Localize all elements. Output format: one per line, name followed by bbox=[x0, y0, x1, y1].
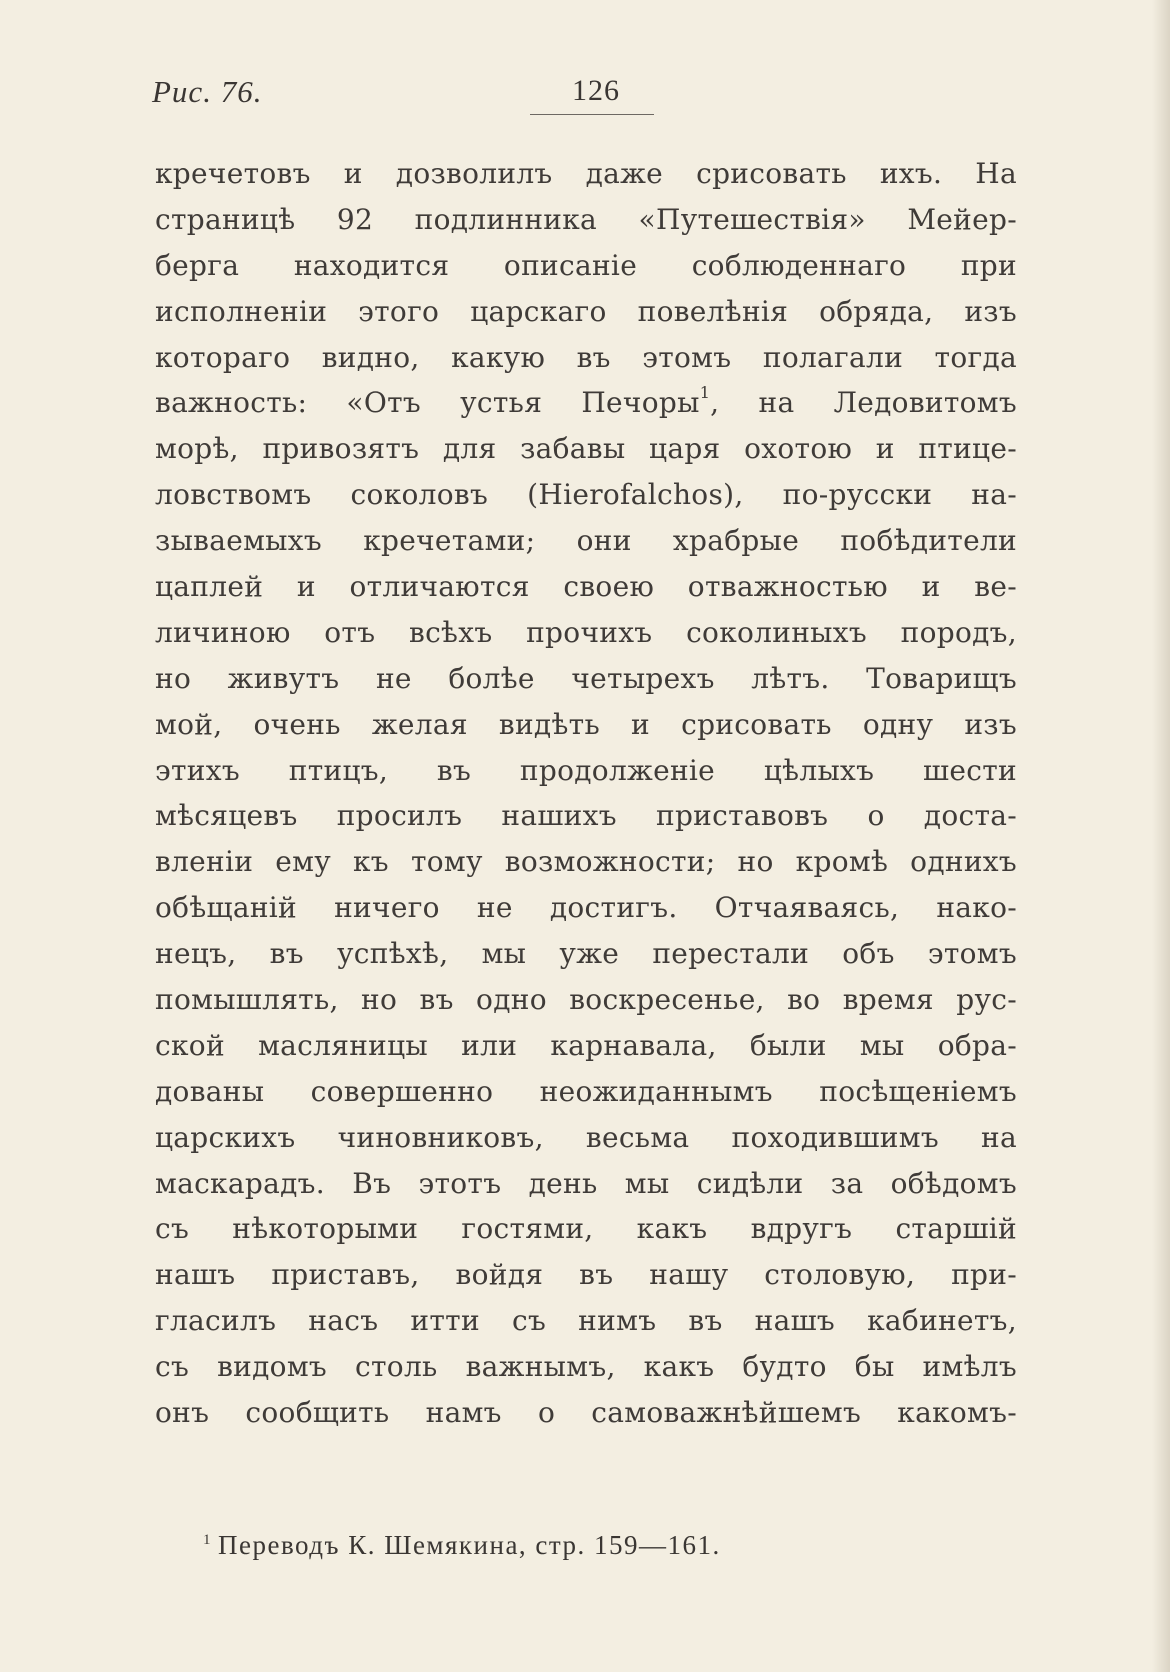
text-line: этихъ птицъ, въ продолженіе цѣлыхъ шести bbox=[155, 753, 1017, 787]
text-line: нецъ, въ успѣхѣ, мы уже перестали объ этомъ bbox=[155, 937, 1017, 971]
figure-label: Рис. 76. bbox=[152, 74, 263, 109]
text-line: мѣсяцевъ просилъ нашихъ приставовъ о доста- bbox=[155, 799, 1017, 833]
text-line: зываемыхъ кречетами; они храбрые побѣдители bbox=[155, 524, 1017, 558]
text-line: обѣщаній ничего не достигъ. Отчаяваясь, нако- bbox=[155, 891, 1017, 925]
text-line: съ видомъ столь важнымъ, какъ будто бы имѣлъ bbox=[155, 1350, 1017, 1384]
text-line: дованы совершенно неожиданнымъ посѣщеніемъ bbox=[155, 1074, 1017, 1108]
text-line: берга находится описаніе соблюденнаго при bbox=[155, 248, 1017, 282]
footnote bbox=[203, 1530, 721, 1561]
text-line: котораго видно, какую въ этомъ полагали тогда bbox=[155, 340, 1017, 374]
body-text bbox=[155, 151, 1017, 1436]
text-line: мой, очень желая видѣть и срисовать одну изъ bbox=[155, 707, 1017, 741]
text-line: царскихъ чиновниковъ, весьма походившимъ на bbox=[155, 1120, 1017, 1154]
text-line: кречетовъ и дозволилъ даже срисовать ихъ. На bbox=[155, 157, 1017, 190]
text-line: цаплей и отличаются своею отважностью и ве- bbox=[155, 570, 1017, 604]
text-line: личиною отъ всѣхъ прочихъ соколиныхъ породъ, bbox=[155, 615, 1017, 649]
footnote-text: Переводъ К. Шемякина, стр. 159—161. bbox=[218, 1530, 721, 1560]
page-edge-shadow bbox=[1152, 0, 1170, 1672]
text-line: нашъ приставъ, войдя въ нашу столовую, при- bbox=[155, 1258, 1017, 1292]
text-line: съ нѣкоторыми гостями, какъ вдругъ старшій bbox=[155, 1212, 1017, 1246]
page-number: 126 bbox=[572, 74, 620, 107]
text-line: ской масляницы или карнавала, были мы обра- bbox=[155, 1028, 1017, 1062]
text-line: гласилъ насъ итти съ нимъ въ нашъ кабинетъ, bbox=[155, 1304, 1017, 1338]
text-line: ловствомъ соколовъ (Hierofalchos), по-русски на- bbox=[155, 478, 1017, 512]
text-line: вленіи ему къ тому возможности; но кромѣ однихъ bbox=[155, 845, 1017, 879]
text-line-with-footnote bbox=[155, 380, 1017, 426]
text-segment: важность: «Отъ устья Печоры bbox=[155, 386, 700, 420]
text-line: онъ сообщить намъ о самоважнѣйшемъ какомъ- bbox=[155, 1396, 1017, 1430]
footnote-reference: 1 bbox=[699, 383, 711, 403]
text-line: страницѣ 92 подлинника «Путешествія» Мейер- bbox=[155, 202, 1017, 236]
text-segment: , на Ледовитомъ bbox=[710, 386, 1017, 420]
text-line: помышлять, но въ одно воскресенье, во время рус- bbox=[155, 983, 1017, 1017]
text-line: морѣ, привозятъ для забавы царя охотою и птице- bbox=[155, 432, 1017, 466]
text-line: но живутъ не болѣе четырехъ лѣтъ. Товарищъ bbox=[155, 661, 1017, 695]
footnote-mark: 1 bbox=[203, 1532, 212, 1548]
text-line: маскарадъ. Въ этотъ день мы сидѣли за обѣдомъ bbox=[155, 1166, 1017, 1200]
header-rule bbox=[530, 114, 654, 115]
text-line: исполненіи этого царскаго повелѣнія обряда, изъ bbox=[155, 294, 1017, 328]
